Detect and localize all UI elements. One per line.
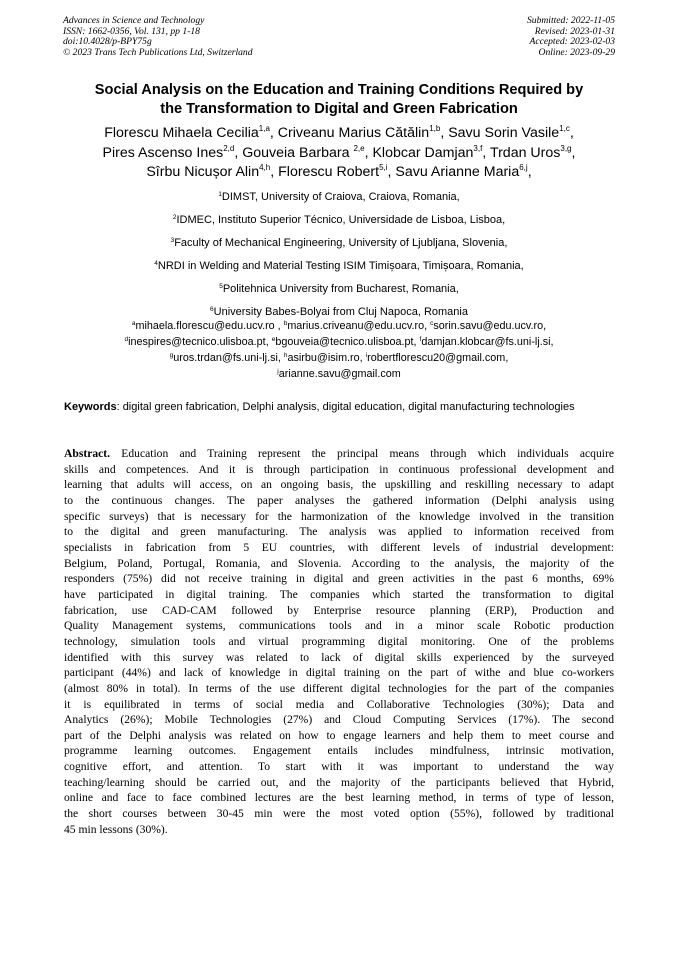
affiliation-text: NRDI in Welding and Material Testing ISIM Timișoara, Timișoara, Romania, <box>157 260 524 272</box>
publication-info <box>63 16 253 58</box>
author-sup: 1,c <box>559 124 570 133</box>
email-link[interactable]: marius.criveanu@edu.ucv.ro <box>287 320 425 332</box>
revised-date: Revised: 2023-01-31 <box>534 25 615 37</box>
abstract-line: technology, simulation tools and virtual programming digital monitoring. One of the problems <box>64 634 614 648</box>
author-name: Florescu Robert <box>278 164 380 180</box>
abstract-line: specific surveys) that is necessary for the harmonization of the knowledge involved in the transition <box>64 509 614 523</box>
email-list <box>40 318 638 382</box>
abstract-section <box>64 446 614 837</box>
email-sup: h <box>283 352 288 359</box>
email-sup: d <box>124 336 129 343</box>
online-date: Online: 2023-09-29 <box>538 46 615 58</box>
affiliation-sup: 2 <box>172 214 177 221</box>
affiliation <box>40 189 638 212</box>
affiliation-text: DIMST, University of Craiova, Craiova, Romania, <box>221 191 460 203</box>
author-name: Pires Ascenso Ines <box>102 144 224 161</box>
author-line: Florescu Mihaela Cecilia$^{1,a}$, Criveanu Marius Cătălin$^{1,b}$, Savu Sorin Vasile$^{1,c}$, <box>104 124 574 141</box>
email-line: $^g$uros.trdan@fs.uni-lj.si, $^h$asirbu@isim.ro, $^i$robertflorescu20@gmail.com, <box>169 352 509 364</box>
abstract-line: cognitive effort, and attention. To start with it was important to understand the way <box>64 760 614 774</box>
abstract-line: teaching/learning should be carried out, and the majority of the participants believed that Hybrid, <box>64 775 614 789</box>
abstract-line: learning that adults will access, on an ongoing basis, the upskilling and reskilling necessary to adapt <box>64 478 614 492</box>
affiliation-sup: 5 <box>219 283 223 290</box>
email-link[interactable]: uros.trdan@fs.uni-lj.si <box>173 352 278 364</box>
author-line: Pires Ascenso Ines$^{2,d}$, Gouveia Barbara $^{2,e}$, Klobcar Damjan$^{3,f}$, Trdan Uros$^{3,g}$, <box>102 143 576 161</box>
abstract-line: participant (44%) and lack of knowledge in digital training on the part of withe and blue co-workers <box>64 666 614 680</box>
author-sup: 2,e <box>353 143 365 153</box>
abstract-line: (almost 80% in total). In terms of the use different digital technologies for the part of the companies <box>64 681 614 695</box>
abstract-line: responders (75%) did not receive training in digital and green activities in the past 6 months, 69% <box>64 572 614 586</box>
email-sup: c <box>430 320 434 327</box>
abstract-line: to the continuous changes. The paper analyses the gathered information (Delphi analysis using <box>64 493 614 507</box>
abstract-line: part of the Delphi analysis was related on how to engage learners and help them to meet course and <box>64 728 614 742</box>
author-sup: 3,f <box>473 143 483 153</box>
author-sup: 2,d <box>223 143 235 153</box>
title-line: the Transformation to Digital and Green Fabrication <box>160 101 518 117</box>
author-sup: 6,j <box>519 163 528 172</box>
author-line: Sîrbu Nicușor Alin$^{4,h}$, Florescu Robert$^{5,i}$, Savu Arianne Maria$^{6,j}$, <box>146 163 532 180</box>
affiliation-text: Faculty of Mechanical Engineering, University of Ljubljana, Slovenia, <box>174 237 508 249</box>
email-sup: e <box>271 336 276 343</box>
copyright-line: © 2023 Trans Tech Publications Ltd, Switzerland <box>63 46 253 58</box>
author-name: Savu Arianne Maria <box>395 164 520 180</box>
email-link[interactable]: bgouveia@tecnico.ulisboa.pt <box>275 336 414 348</box>
keywords-text: : digital green fabrication, Delphi analysis, digital education, digital manufacturing technologies <box>116 401 575 413</box>
author-name: Trdan Uros <box>489 144 561 161</box>
doi-line: doi:10.4028/p-BPY75g <box>63 36 152 48</box>
affiliation-sup: 3 <box>170 237 175 244</box>
submitted-date: Submitted: 2022-11-05 <box>526 15 615 26</box>
abstract-line: skills and competences. And it is through participation in continuous professional development and <box>64 462 614 476</box>
abstract-line: Quality Management systems, communications tools and in a minor scale Robotic production <box>64 619 614 633</box>
author-sup: 1,a <box>258 124 270 133</box>
abstract-line <box>64 446 614 462</box>
journal-name: Advances in Science and Technology <box>63 15 205 26</box>
email-line: $^d$inespires@tecnico.ulisboa.pt, $^e$bgouveia@tecnico.ulisboa.pt, $^f$damjan.klobcar@fs.uni-lj.si, <box>124 336 554 348</box>
affiliation-text: University Babes-Bolyai from Cluj Napoca, Romania <box>213 306 468 318</box>
email-line <box>40 366 638 382</box>
abstract-line: programme learning outcomes. Engagement entails includes mindfulness, intrinsic motivation, <box>64 744 614 758</box>
email-sup: a <box>131 320 136 327</box>
affiliation-sup: 6 <box>210 306 214 313</box>
email-sup: f <box>419 336 422 343</box>
affiliation-text: IDMEC, Instituto Superior Técnico, Universidade de Lisboa, Lisboa, <box>176 214 506 226</box>
abstract-line: specialists in fabrication from 5 EU countries, with different levels of industrial development: <box>64 540 614 554</box>
affiliation-sup: 1 <box>218 191 222 198</box>
author-name: Florescu Mihaela Cecilia <box>104 125 259 141</box>
author-sup: 5,i <box>379 163 388 172</box>
submission-dates <box>527 16 615 58</box>
email-sup: j <box>277 368 279 375</box>
affiliation-sup: 4 <box>154 260 158 267</box>
affiliation <box>40 258 638 281</box>
email-sup: b <box>283 320 288 327</box>
keywords-section <box>64 400 614 414</box>
author-name: Savu Sorin Vasile <box>448 125 560 141</box>
author-name: Sîrbu Nicușor Alin <box>146 164 260 180</box>
author-sup: 3,g <box>560 143 572 153</box>
keywords-label: Keywords <box>64 401 117 413</box>
abstract-line: identified with this survey was related to lack of digital skills experienced by the surveyed <box>64 650 614 664</box>
email-sup: g <box>169 352 174 359</box>
email-link[interactable]: arianne.savu@gmail.com <box>278 368 401 380</box>
affiliation-list <box>40 189 638 327</box>
email-link[interactable]: asirbu@isim.ro <box>287 352 360 364</box>
author-sup: 1,b <box>429 124 441 133</box>
abstract-text: Education and Training represent the principal means through which individuals acquire <box>110 447 614 460</box>
abstract-line: Belgium, Poland, Portugal, Romania, and Slovenia. According to the analysis, the majority of the <box>64 556 614 570</box>
email-link[interactable]: sorin.savu@edu.ucv.ro <box>433 320 544 332</box>
title-line: Social Analysis on the Education and Training Conditions Required by <box>94 82 584 98</box>
author-sup: 4,h <box>259 163 271 172</box>
author-name: Gouveia Barbara <box>242 144 350 161</box>
issn-line: ISSN: 1662-0356, Vol. 131, pp 1-18 <box>63 25 200 37</box>
abstract-line: Analytics (26%); Mobile Technologies (27%) and Cloud Computing Services (17%). The second <box>64 713 614 727</box>
accepted-date: Accepted: 2023-02-03 <box>529 36 615 48</box>
affiliation-text: Politehnica University from Bucharest, Romania, <box>222 283 459 295</box>
abstract-line: the short courses between 30-45 min were the most voted option (55%), followed by traditional <box>64 807 614 821</box>
abstract-line: 45 min lessons (30%). <box>64 822 168 836</box>
paper-title <box>50 81 628 119</box>
abstract-line: it is equilibrated in terms of social media and Collaborative Technologies (30%); Data and <box>64 697 614 711</box>
abstract-line: online and face to face combined lectures are the best learning method, in terms of type of lesson, <box>64 791 614 805</box>
abstract-line: have participated in digital training. The companies which started the transformation to digital <box>64 587 614 601</box>
affiliation <box>40 281 638 304</box>
email-link[interactable]: robertflorescu20@gmail.com <box>367 352 506 364</box>
email-link[interactable]: mihaela.florescu@edu.ucv.ro <box>135 320 275 332</box>
email-link[interactable]: damjan.klobcar@fs.uni-lj.si <box>421 336 551 348</box>
email-line: $^a$mihaela.florescu@edu.ucv.ro , $^b$marius.criveanu@edu.ucv.ro, $^c$sorin.savu@edu.ucv.ro, <box>131 320 547 332</box>
affiliation <box>40 212 638 235</box>
author-name: Klobcar Damjan <box>372 144 474 161</box>
abstract-label: Abstract. <box>64 447 111 460</box>
author-name: Criveanu Marius Cătălin <box>277 125 430 141</box>
author-list <box>40 124 638 183</box>
email-sup: i <box>365 352 368 359</box>
abstract-line: to the digital and green manufacturing. The analysis was applied to information received from <box>64 525 614 539</box>
journal-header <box>63 16 615 58</box>
affiliation <box>40 235 638 258</box>
abstract-line: fabrication, use CAD-CAM followed by Enterprise resource planning (ERP), Production and <box>64 603 614 617</box>
email-link[interactable]: inespires@tecnico.ulisboa.pt <box>128 336 266 348</box>
